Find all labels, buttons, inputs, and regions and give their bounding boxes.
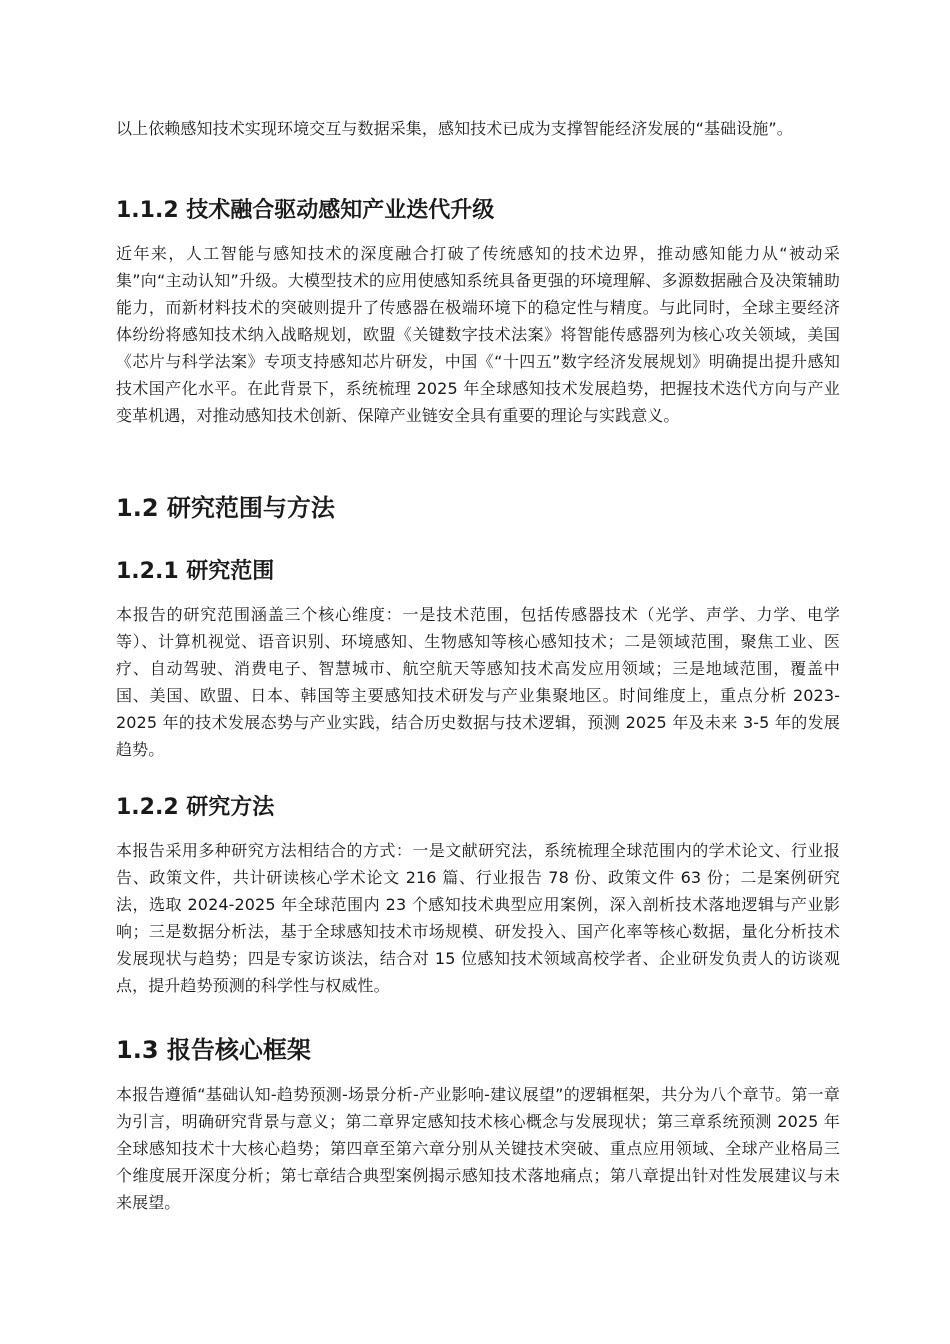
- section-1-2-1: [116, 557, 840, 587]
- section-heading-1-2-2: 1.2.2 研究方法: [116, 795, 275, 820]
- section-1-1-2: [116, 196, 840, 226]
- section-heading-1-2-1: 1.2.1 研究范围: [116, 559, 275, 584]
- intro-block: [116, 115, 840, 142]
- section-paragraph-1-2-2: 本报告采用多种研究方法相结合的方式：一是文献研究法，系统梳理全球范围内的学术论文、行业报告、政策文件，共计研读核心学术论文 216 篇、行业报告 78 份、政策文件 63 份；二是案例研究法，选取 2024-2025 年全球范围内 23 个感知技术典型应用案例，深入剖析技术落地逻辑与产业影响；三是数据分析法，基于全球感知技术市场规模、研发投入、国产化率等核心数据，量化分析技术发展现状与趋势；四是专家访谈法，结合对 15 位感知技术领域高校学者、企业研发负责人的访谈观点，提升趋势预测的科学性与权威性。: [116, 841, 840, 995]
- section-paragraph-1-1-2: 近年来，人工智能与感知技术的深度融合打破了传统感知的技术边界，推动感知能力从“被动采集”向“主动认知”升级。大模型技术的应用使感知系统具备更强的环境理解、多源数据融合及决策辅助能力，而新材料技术的突破则提升了传感器在极端环境下的稳定性与精度。与此同时，全球主要经济体纷纷将感知技术纳入战略规划，欧盟《关键数字技术法案》将智能传感器列为核心攻关领域，美国《芯片与科学法案》专项支持感知芯片研发，中国《“十四五”数字经济发展规划》明确提出提升感知技术国产化水平。在此背景下，系统梳理 2025 年全球感知技术发展趋势，把握技术迭代方向与产业变革机遇，对推动感知技术创新、保障产业链安全具有重要的理论与实践意义。: [116, 244, 840, 425]
- section-1-1-2-body: [116, 240, 840, 429]
- section-1-3-body: [116, 1081, 840, 1216]
- section-1-2: [116, 492, 840, 524]
- section-heading-1-1-2: 1.1.2 技术融合驱动感知产业迭代升级: [116, 198, 495, 223]
- section-1-2-2: [116, 793, 840, 823]
- section-1-3: [116, 1034, 840, 1066]
- section-paragraph-1-3: 本报告遵循“基础认知-趋势预测-场景分析-产业影响-建议展望”的逻辑框架，共分为八个章节。第一章为引言，明确研究背景与意义；第二章界定感知技术核心概念与发展现状；第三章系统预测 2025 年全球感知技术十大核心趋势；第四章至第六章分别从关键技术突破、重点应用领域、全球产业格局三个维度展开深度分析；第七章结合典型案例揭示感知技术落地痛点；第八章提出针对性发展建议与未来展望。: [116, 1085, 840, 1212]
- section-paragraph-1-2-1: 本报告的研究范围涵盖三个核心维度：一是技术范围，包括传感器技术（光学、声学、力学、电学等）、计算机视觉、语音识别、环境感知、生物感知等核心感知技术；二是领域范围，聚焦工业、医疗、自动驾驶、消费电子、智慧城市、航空航天等感知技术高发应用领域；三是地域范围，覆盖中国、美国、欧盟、日本、韩国等主要感知技术研发与产业集聚地区。时间维度上，重点分析 2023-2025 年的技术发展态势与产业实践，结合历史数据与技术逻辑，预测 2025 年及未来 3-5 年的发展趋势。: [116, 605, 840, 759]
- section-1-2-2-body: [116, 837, 840, 999]
- intro-paragraph: 以上依赖感知技术实现环境交互与数据采集，感知技术已成为支撑智能经济发展的“基础设施”。: [116, 119, 793, 138]
- section-1-2-1-body: [116, 601, 840, 763]
- section-heading-1-2: 1.2 研究范围与方法: [116, 494, 335, 522]
- section-heading-1-3: 1.3 报告核心框架: [116, 1036, 311, 1064]
